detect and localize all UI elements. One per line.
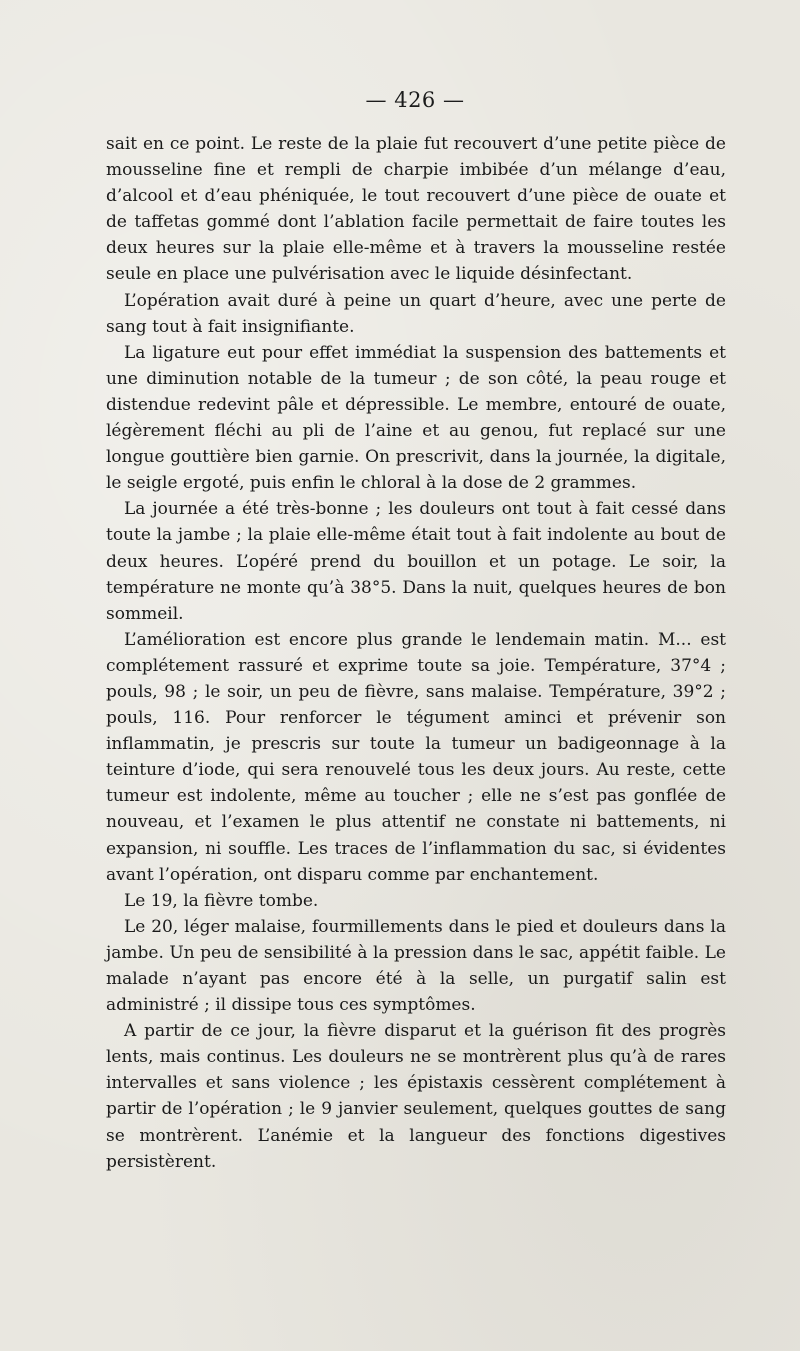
paragraph-next-morning: L’amélioration est encore plus grande le lendemain matin. M... est complétement rassuré et exprime toute sa joie. Température, 37°4 ; pouls, 98 ; le soir, un peu de fièvre, sans malaise. Température, 39°2 ; pouls, 116. Pour renforcer le tégument aminci et prévenir son inflammatin, je prescris sur toute la tumeur un badigeonnage à la teinture d’iode, qui sera renouvelé tous les deux jours. Au reste, cette tumeur est indolente, même au toucher ; elle ne s’est pas gonflée de nouveau, et l’examen le plus attentif ne constate ni battements, ni expansion, ni souffle. Les traces de l’inflammation du sac, si évidentes avant l’opération, ont disparu comme par enchantement. (106, 629, 726, 885)
body-text (106, 131, 726, 1175)
paragraph-day-20: Le 20, léger malaise, fourmillements dans le pied et douleurs dans la jambe. Un peu de sensibilité à la pression dans le sac, appétit faible. Le malade n’ayant pas encore été à la selle, un purgatif salin est administré ; il dissipe tous ces symptômes. (106, 916, 726, 1016)
paragraph-day-19: Le 19, la fièvre tombe. (124, 890, 319, 911)
paragraph-first-day: La journée a été très-bonne ; les douleurs ont tout à fait cessé dans toute la jambe ; la plaie elle-même était tout à fait indolente au bout de deux heures. L’opéré prend du bouillon et un potage. Le soir, la température ne monte qu’à 38°5. Dans la nuit, quelques heures de bon sommeil. (106, 499, 726, 624)
paragraph-continuation: sait en ce point. Le reste de la plaie fut recouvert d’une petite pièce de mousseline fine et rempli de charpie imbibée d’un mélange d’eau, d’alcool et d’eau phéniquée, le tout recouvert d’une pièce de ouate et de taffetas gommé dont l’ablation facile permettait de faire toutes les deux heures sur la plaie elle-même et à travers la mousseline restée seule en place une pulvérisation avec le liquide désinfectant. (106, 134, 726, 285)
paragraph-recovery: A partir de ce jour, la fièvre disparut et la guérison fit des progrès lents, mais continus. Les douleurs ne se montrèrent plus qu’à de rares intervalles et sans violence ; les épistaxis cessèrent complétement à partir de l’opération ; le 9 janvier seulement, quelques gouttes de sang se montrèrent. L’anémie et la langueur des fonctions digestives persistèrent. (106, 1021, 726, 1172)
paragraph-ligature: La ligature eut pour effet immédiat la suspension des battements et une diminution notable de la tumeur ; de son côté, la peau rouge et distendue redevint pâle et dépressible. Le membre, entouré de ouate, légèrement fléchi au pli de l’aine et au genou, fut replacé sur une longue gouttière bien garnie. On prescrivit, dans la journée, la digitale, le seigle ergoté, puis enfin le chloral à la dose de 2 grammes. (106, 342, 726, 494)
paragraph-operation-duration: L’opération avait duré à peine un quart d’heure, avec une perte de sang tout à fait insignifiante. (106, 290, 726, 337)
page-number: — 426 — (365, 88, 465, 112)
